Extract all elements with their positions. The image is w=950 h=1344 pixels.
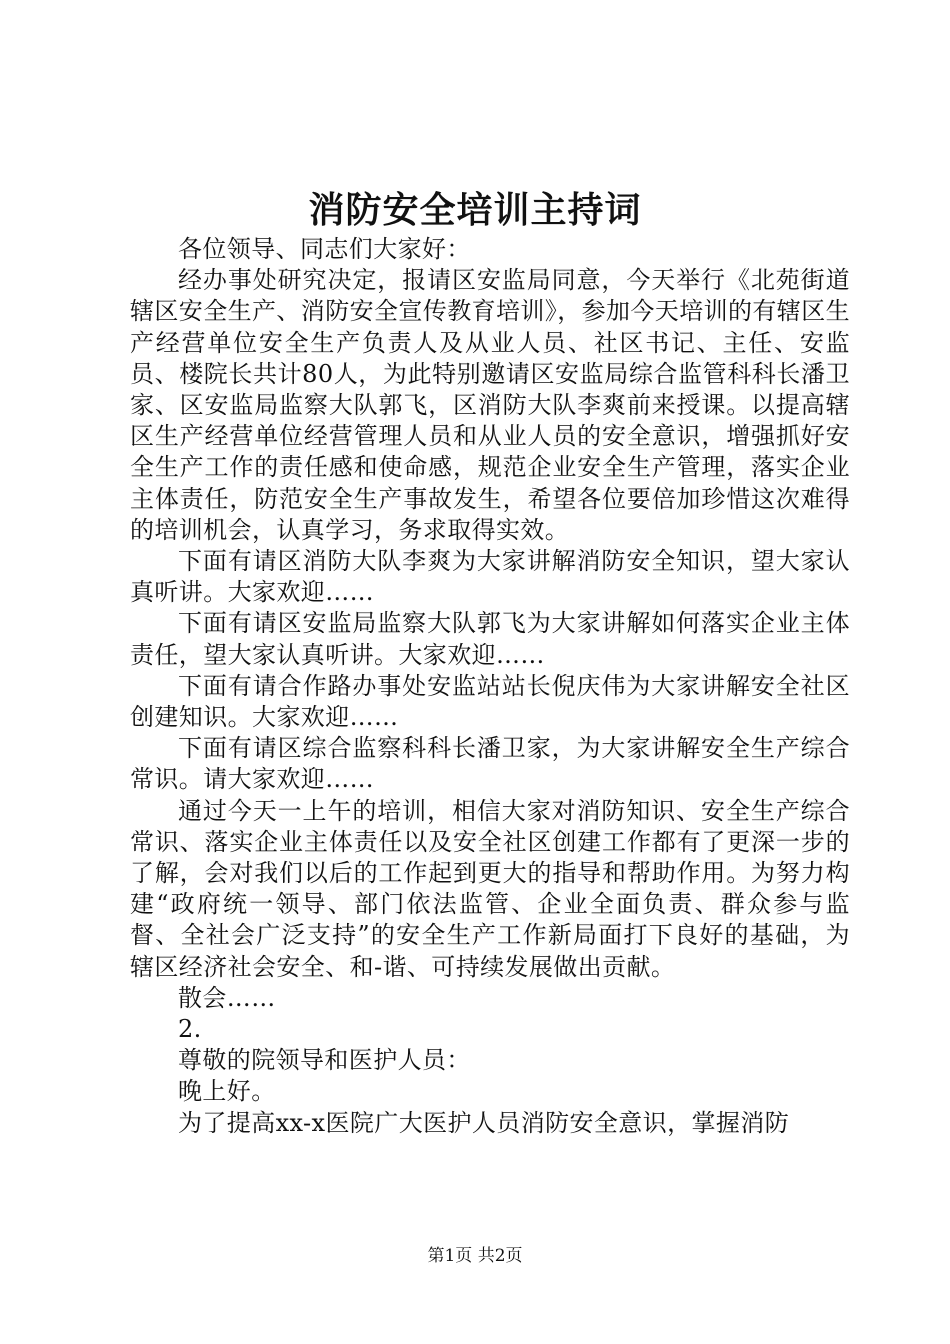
paragraph-purpose: 为了提高xx-x医院广大医护人员消防安全意识，掌握消防 bbox=[178, 1108, 790, 1137]
paragraph-speaker-3: 下面有请合作路办事处安监站站长倪庆伟为大家讲解安全社区创建知识。大家欢迎…… bbox=[130, 671, 850, 732]
section-number: 2. bbox=[178, 1015, 202, 1044]
document-body bbox=[130, 234, 850, 1139]
paragraph-closing: 散会…… bbox=[178, 983, 276, 1012]
paragraph-speaker-2: 下面有请区安监局监察大队郭飞为大家讲解如何落实企业主体责任，望大家认真听讲。大家欢迎…… bbox=[130, 609, 850, 669]
paragraph-intro: 经办事处研究决定，报请区安监局同意，今天举行《北苑街道辖区安全生产、消防安全宣传教育培训》，参加今天培训的有辖区生产经营单位安全生产负责人及从业人员、社区书记、主任、安监员、楼院长共计80人，为此特别邀请区安监局综合监管科科长潘卫家、区安监局监察大队郭飞，区消防大队李爽前来授课。以提高辖区生产经营单位经营管理人员和从业人员的安全意识，增强抓好安全生产工作的责任感和使命感，规范企业安全生产管理，落实企业主体责任，防范安全生产事故发生，希望各位要倍加珍惜这次难得的培训机会，认真学习，务求取得实效。 bbox=[130, 266, 850, 544]
paragraph-evening: 晚上好。 bbox=[178, 1077, 276, 1106]
document-title: 消防安全培训主持词 bbox=[308, 189, 642, 231]
page-footer: 第1页 共2页 bbox=[427, 1246, 523, 1266]
paragraph-speaker-1: 下面有请区消防大队李爽为大家讲解消防安全知识，望大家认真听讲。大家欢迎…… bbox=[130, 547, 850, 607]
paragraph-greeting-2: 尊敬的院领导和医护人员： bbox=[178, 1046, 471, 1075]
paragraph-greeting: 各位领导、同志们大家好： bbox=[178, 235, 471, 263]
paragraph-summary: 通过今天一上午的培训，相信大家对消防知识、安全生产综合常识、落实企业主体责任以及安全社区创建工作都有了更深一步的了解，会对我们以后的工作起到更大的指导和帮助作用。为努力构建“政府统一领导、部门依法监管、企业全面负责、群众参与监督、全社会广泛支持”的安全生产工作新局面打下良好的基础，为辖区经济社会安全、和-谐、可持续发展做出贡献。 bbox=[130, 796, 850, 981]
paragraph-speaker-4: 下面有请区综合监察科科长潘卫家，为大家讲解安全生产综合常识。请大家欢迎…… bbox=[130, 734, 850, 794]
